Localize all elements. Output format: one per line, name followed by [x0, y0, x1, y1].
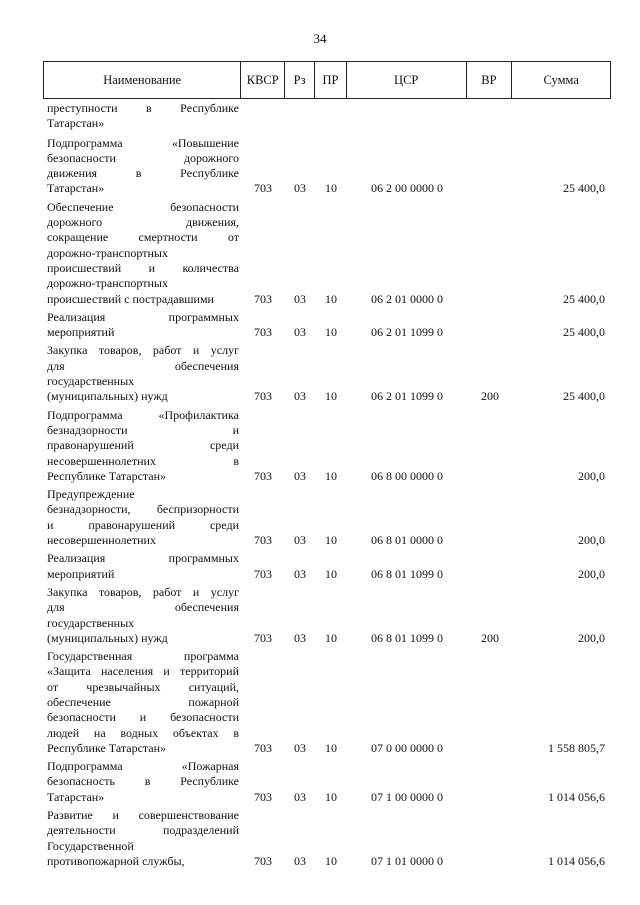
row-name-line: для обеспечения: [47, 358, 239, 373]
row-vr: 200: [481, 389, 499, 404]
row-name-line: Государственная программа: [47, 649, 239, 664]
table-row: [43, 310, 611, 341]
row-sum: 1 014 056,6: [548, 853, 605, 868]
row-name-line: происшествий с пострадавшими: [47, 291, 214, 306]
header-vr: ВР: [467, 62, 513, 98]
row-sum: 1 558 805,7: [548, 740, 605, 755]
row-sum: 200,0: [578, 630, 605, 645]
row-name-line: Закупка товаров, работ и услуг: [47, 584, 239, 599]
row-name-line: государственных: [47, 615, 135, 630]
row-rz: 03: [294, 533, 306, 548]
row-csr: 07 1 01 0000 0: [371, 853, 443, 868]
table-row: [43, 136, 611, 197]
row-csr: 07 1 00 0000 0: [371, 789, 443, 804]
table-row: [43, 808, 611, 869]
row-csr: 07 0 00 0000 0: [371, 740, 443, 755]
row-rz: 03: [294, 291, 306, 306]
row-kvsr: 703: [254, 533, 272, 548]
row-rz: 03: [294, 630, 306, 645]
row-name-line: Закупка товаров, работ и услуг: [47, 343, 239, 358]
row-name-line: Реализация программных: [47, 309, 239, 324]
budget-table: [43, 61, 611, 869]
row-name-line: (муниципальных) нужд: [47, 389, 168, 404]
row-name-line: несовершеннолетних: [47, 533, 156, 548]
row-sum: 25 400,0: [563, 291, 605, 306]
row-name: [43, 200, 241, 307]
row-pr: 10: [325, 468, 337, 483]
row-name-line: Республике Татарстан»: [47, 468, 167, 483]
row-kvsr: 703: [254, 566, 272, 581]
table-body: [43, 101, 611, 869]
row-name-line: противопожарной службы,: [47, 853, 185, 868]
table-header: [43, 61, 611, 99]
row-sum: 1 014 056,6: [548, 789, 605, 804]
row-sum: 200,0: [578, 566, 605, 581]
row-name: [43, 408, 241, 484]
row-name: [43, 585, 241, 646]
table-row: [43, 649, 611, 756]
row-name-line: Подпрограмма «Повышение: [47, 135, 239, 150]
row-kvsr: 703: [254, 468, 272, 483]
row-name-line: правонарушений среди: [47, 438, 239, 453]
row-kvsr: 703: [254, 181, 272, 196]
row-pr: 10: [325, 533, 337, 548]
row-name: [43, 487, 241, 548]
row-name-line: Республике Татарстан»: [47, 740, 167, 755]
row-name-line: Реализация программных: [47, 551, 239, 566]
row-name-line: государственных: [47, 374, 135, 389]
row-name-line: (муниципальных) нужд: [47, 630, 168, 645]
row-sum: 200,0: [578, 468, 605, 483]
row-name-line: деятельности подразделений: [47, 823, 239, 838]
row-sum: 200,0: [578, 533, 605, 548]
row-name-line: Развитие и совершенствование: [47, 808, 239, 823]
row-name-line: «Защита населения и территорий: [47, 664, 239, 679]
row-csr: 06 8 00 0000 0: [371, 468, 443, 483]
row-name-line: несовершеннолетних в: [47, 453, 239, 468]
row-name: [43, 310, 241, 341]
header-sum: Сумма: [543, 72, 579, 87]
row-name: [43, 551, 241, 582]
header-rz: Рз: [285, 62, 315, 98]
row-name-line: безопасности дорожного: [47, 150, 239, 165]
row-name: [43, 649, 241, 756]
row-rz: 03: [294, 566, 306, 581]
page-number: 34: [313, 31, 327, 46]
row-kvsr: 703: [254, 789, 272, 804]
row-pr: 10: [325, 740, 337, 755]
row-kvsr: 703: [254, 325, 272, 340]
row-name-line: дорожно-транспортных: [47, 276, 168, 291]
row-name: [43, 101, 241, 132]
row-kvsr: 703: [254, 853, 272, 868]
row-rz: 03: [294, 389, 306, 404]
row-name-line: сокращение смертности от: [47, 230, 239, 245]
row-name-line: для обеспечения: [47, 600, 239, 615]
row-csr: 06 2 01 0000 0: [371, 291, 443, 306]
row-rz: 03: [294, 468, 306, 483]
row-pr: 10: [325, 325, 337, 340]
row-name-line: безнадзорности и: [47, 422, 239, 437]
row-name-line: движения в Республике: [47, 166, 239, 181]
row-pr: 10: [325, 853, 337, 868]
row-vr: 200: [481, 630, 499, 645]
row-kvsr: 703: [254, 630, 272, 645]
table-row: [43, 101, 611, 132]
table-row: [43, 759, 611, 805]
row-name-line: Подпрограмма «Пожарная: [47, 759, 239, 774]
row-name-line: Подпрограмма «Профилактика: [47, 407, 239, 422]
header-kvsr: КВСР: [241, 62, 285, 98]
header-pr: ПР: [315, 62, 347, 98]
row-name-line: дорожного движения,: [47, 215, 239, 230]
row-pr: 10: [325, 389, 337, 404]
table-row: [43, 200, 611, 307]
row-csr: 06 8 01 0000 0: [371, 533, 443, 548]
row-name-line: людей на водных объектах в: [47, 725, 239, 740]
row-name-line: мероприятий: [47, 566, 115, 581]
header-csr: ЦСР: [347, 62, 467, 98]
row-name-line: Татарстан»: [47, 789, 105, 804]
row-kvsr: 703: [254, 389, 272, 404]
row-csr: 06 8 01 1099 0: [371, 566, 443, 581]
row-name-line: Татарстан»: [47, 181, 105, 196]
row-name-line: Государственной: [47, 838, 134, 853]
row-name-line: от чрезвычайных ситуаций,: [47, 679, 239, 694]
row-sum: 25 400,0: [563, 389, 605, 404]
row-name: [43, 136, 241, 197]
row-name-line: происшествий и количества: [47, 260, 239, 275]
row-pr: 10: [325, 789, 337, 804]
row-name-line: безнадзорности, беспризорности: [47, 502, 239, 517]
row-pr: 10: [325, 181, 337, 196]
row-csr: 06 2 00 0000 0: [371, 181, 443, 196]
row-rz: 03: [294, 789, 306, 804]
row-name-line: Предупреждение: [47, 487, 135, 502]
row-csr: 06 2 01 1099 0: [371, 325, 443, 340]
table-row: [43, 585, 611, 646]
row-csr: 06 2 01 1099 0: [371, 389, 443, 404]
row-pr: 10: [325, 566, 337, 581]
row-name-line: мероприятий: [47, 325, 115, 340]
table-row: [43, 551, 611, 582]
row-name: [43, 808, 241, 869]
row-name-line: обеспечение пожарной: [47, 694, 239, 709]
table-row: [43, 343, 611, 404]
row-rz: 03: [294, 853, 306, 868]
table-row: [43, 408, 611, 484]
row-name-line: Обеспечение безопасности: [47, 199, 239, 214]
row-name-line: преступности в Республике: [47, 101, 239, 115]
row-pr: 10: [325, 291, 337, 306]
row-csr: 06 8 01 1099 0: [371, 630, 443, 645]
row-kvsr: 703: [254, 740, 272, 755]
row-name: [43, 343, 241, 404]
row-pr: 10: [325, 630, 337, 645]
row-name-line: и правонарушений среди: [47, 517, 239, 532]
row-rz: 03: [294, 325, 306, 340]
row-name-line: безопасности и безопасности: [47, 710, 239, 725]
row-sum: 25 400,0: [563, 325, 605, 340]
row-name-line: безопасность в Республике: [47, 774, 239, 789]
row-name: [43, 759, 241, 805]
table-row: [43, 487, 611, 548]
row-rz: 03: [294, 181, 306, 196]
row-sum: 25 400,0: [563, 181, 605, 196]
row-name-line: Татарстан»: [47, 116, 105, 131]
header-name: Наименование: [44, 62, 241, 98]
row-kvsr: 703: [254, 291, 272, 306]
row-name-line: дорожно-транспортных: [47, 245, 168, 260]
row-rz: 03: [294, 740, 306, 755]
